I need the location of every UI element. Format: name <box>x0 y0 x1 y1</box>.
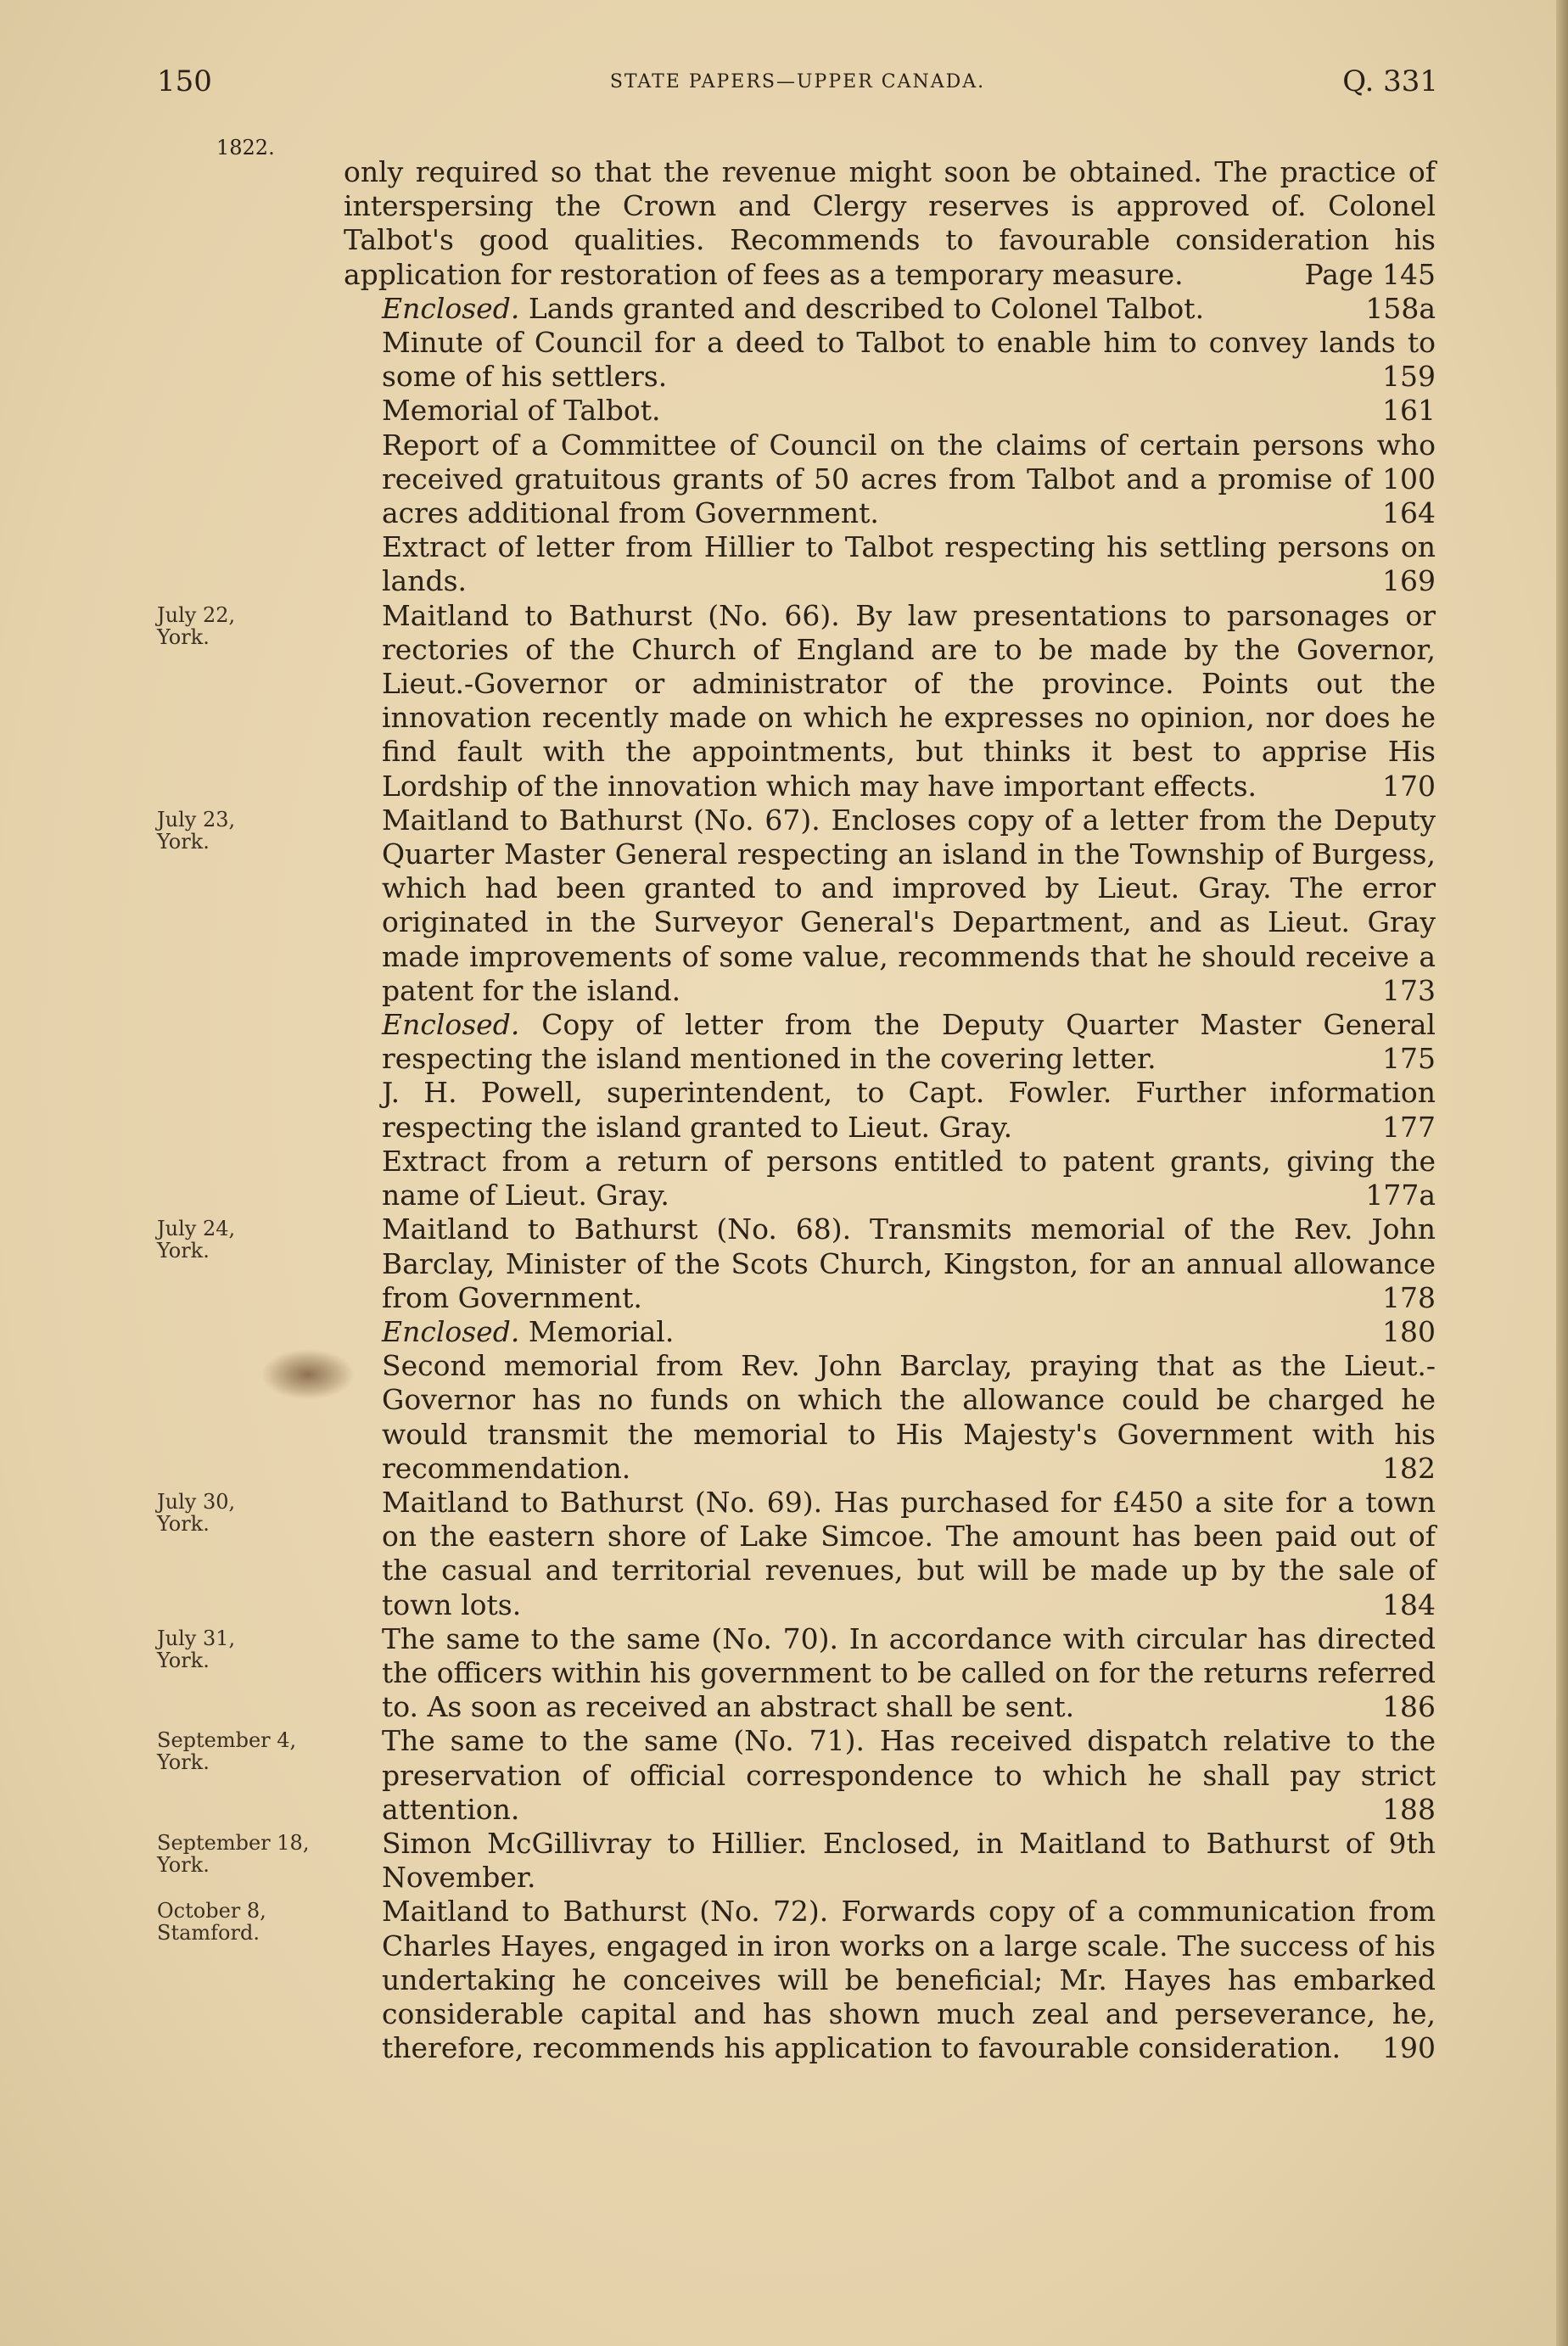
entry-summary: The same to the same (No. 71). Has received dispatch relative to the preservation of official correspondence to which he shall pay strict attention. <box>382 1724 1436 1826</box>
entry-summary: Extract from a return of persons entitled to patent grants, giving the name of Lieut. Gray. <box>382 1144 1436 1212</box>
entry-place: York. <box>157 1648 210 1672</box>
entry-summary: Second memorial from Rev. John Barclay, praying that as the Lieut.-Governor has no funds on which the allowance could be charged he would transmit the memorial to His Majesty's Government with his recommendation. <box>382 1349 1436 1485</box>
entry-place: York. <box>157 1511 210 1536</box>
running-head: STATE PAPERS—UPPER CANADA. <box>609 71 986 92</box>
calendar-entry <box>344 1145 1436 1212</box>
entry-date: September 18, <box>157 1830 310 1855</box>
ink-stain <box>261 1349 355 1400</box>
entry-summary: Lands granted and described to Colonel Talbot. <box>519 291 1205 325</box>
entry-date: July 24, <box>157 1217 236 1241</box>
entry-date: July 31, <box>157 1626 236 1650</box>
entry-summary: Maitland to Bathurst (No. 72). Forwards copy of a communication from Charles Hayes, engaged in iron works on a large scale. The success of his undertaking he conceives will be beneficial; Mr. Hayes has embarked considerable capital and has shown much zeal and perseverance, he, therefore, recommends his application to favourable consideration. <box>382 1895 1436 2065</box>
margin-date <box>157 1832 309 1876</box>
entry-text <box>344 394 1436 428</box>
entry-text <box>344 803 1436 1008</box>
calendar-entry <box>157 1724 1436 1827</box>
margin-date <box>157 604 235 648</box>
calendar-entry <box>344 1349 1436 1486</box>
entry-summary: Memorial of Talbot. <box>382 394 661 428</box>
entry-summary: Minute of Council for a deed to Talbot to enable him to convey lands to some of his settlers. <box>382 326 1436 394</box>
entry-summary: Simon McGillivray to Hillier. Enclosed, in Maitland to Bathurst of 9th November. <box>382 1826 1436 1895</box>
entry-text <box>344 326 1436 394</box>
entry-text <box>344 1895 1436 2065</box>
entry-text <box>344 1145 1436 1212</box>
calendar-entry <box>344 1008 1436 1076</box>
enclosed-label: Enclosed. <box>382 1008 520 1042</box>
page-reference: 186 <box>1382 1690 1436 1724</box>
entry-date: July 23, <box>157 807 236 831</box>
margin-date <box>157 1218 235 1262</box>
entry-summary: J. H. Powell, superintendent, to Capt. Fowler. Further information respecting the island granted to Lieut. Gray. <box>382 1076 1436 1144</box>
calendar-entries <box>157 155 1436 2065</box>
entry-place: York. <box>157 1750 210 1775</box>
page-reference: 188 <box>1382 1792 1436 1826</box>
calendar-entry <box>344 1076 1436 1144</box>
page-edge <box>1556 0 1568 2346</box>
page-reference: 169 <box>1382 564 1436 598</box>
calendar-entry <box>157 1826 1436 1895</box>
page-reference: 161 <box>1382 394 1436 428</box>
page-reference: 180 <box>1382 1314 1436 1348</box>
calendar-entry <box>344 428 1436 531</box>
entry-date: October 8, <box>157 1899 266 1923</box>
entry-text <box>344 1486 1436 1622</box>
entry-summary: Extract of letter from Hillier to Talbot respecting his settling persons on lands. <box>382 530 1436 598</box>
calendar-entry <box>344 530 1436 598</box>
entry-date: July 30, <box>157 1489 236 1514</box>
page-reference: 175 <box>1382 1042 1436 1076</box>
entry-place: York. <box>157 1239 210 1263</box>
entry-summary: Memorial. <box>519 1314 675 1348</box>
entry-place: Stamford. <box>157 1921 260 1946</box>
margin-date <box>157 809 235 853</box>
entry-date: July 22, <box>157 602 236 627</box>
entry-text <box>344 155 1436 292</box>
entry-summary: Maitland to Bathurst (No. 69). Has purchased for £450 a site for a town on the eastern shore of Lake Simcoe. The amount has been paid out of the casual and territorial revenues, but will be made up by the sale of town lots. <box>382 1485 1436 1621</box>
calendar-entry <box>344 326 1436 394</box>
entry-text <box>344 1076 1436 1144</box>
entry-place: York. <box>157 624 210 649</box>
calendar-entry <box>157 1895 1436 2065</box>
entry-date: September 4, <box>157 1728 297 1753</box>
calendar-entry <box>157 1212 1436 1315</box>
entry-summary: Maitland to Bathurst (No. 68). Transmits memorial of the Rev. John Barclay, Minister of the Scots Church, Kingston, for an annual allowance from Government. <box>382 1212 1436 1314</box>
page-number: 150 <box>157 64 212 98</box>
margin-date <box>157 1491 235 1535</box>
volume-reference: Q. 331 <box>1342 64 1438 98</box>
page-reference: Page 145 <box>1304 257 1436 291</box>
entry-text <box>344 1212 1436 1315</box>
calendar-entry <box>157 1485 1436 1622</box>
calendar-entry <box>344 155 1436 292</box>
calendar-entry <box>344 292 1436 326</box>
enclosed-label: Enclosed. <box>382 291 520 325</box>
page-reference: 159 <box>1382 360 1436 394</box>
entry-summary: The same to the same (No. 70). In accordance with circular has directed the officers within his government to be called on for the returns referred to. As soon as received an abstract shall be sent. <box>382 1621 1436 1724</box>
entry-summary: Maitland to Bathurst (No. 66). By law presentations to parsonages or rectories of the Church of England are to be made by the Governor, Lieut.-Governor or administrator of the province. Points out the innovation recently made on which he expresses no opinion, nor does he find fault with the appointments, but thinks it best to apprise His Lordship of the innovation which may have important effects. <box>382 598 1436 803</box>
margin-date <box>157 1900 266 1944</box>
page-reference: 190 <box>1382 2031 1436 2065</box>
calendar-entry <box>344 1315 1436 1349</box>
calendar-entry <box>157 803 1436 1008</box>
page-reference: 158a <box>1365 291 1436 325</box>
entry-summary: only required so that the revenue might soon be obtained. The practice of interspersing the Crown and Clergy reserves is approved of. Colonel Talbot's good qualities. Recommends to favourable consideration his application for restoration of fees as a temporary measure. <box>344 155 1436 291</box>
page-reference: 173 <box>1382 973 1436 1007</box>
page-reference: 184 <box>1382 1587 1436 1621</box>
entry-text <box>344 1349 1436 1486</box>
page-reference: 170 <box>1382 769 1436 803</box>
page-reference: 177a <box>1365 1179 1436 1212</box>
calendar-entry <box>344 394 1436 428</box>
page-reference: 164 <box>1382 496 1436 530</box>
entry-text <box>344 530 1436 598</box>
margin-date <box>157 1627 235 1671</box>
entry-text <box>344 599 1436 803</box>
year-marker: 1822. <box>216 136 275 160</box>
page-reference: 178 <box>1382 1280 1436 1314</box>
entry-text <box>344 1008 1436 1076</box>
margin-date <box>157 1729 296 1773</box>
calendar-entry <box>157 598 1436 803</box>
page-header <box>157 64 1438 107</box>
entry-summary: Report of a Committee of Council on the claims of certain persons who received gratuitous grants of 50 acres from Talbot and a promise of 100 acres additional from Government. <box>382 428 1436 530</box>
entry-text <box>344 428 1436 531</box>
enclosed-label: Enclosed. <box>382 1314 520 1348</box>
entry-text <box>344 292 1436 326</box>
page-reference: 182 <box>1382 1451 1436 1485</box>
calendar-entry <box>157 1621 1436 1725</box>
entry-place: York. <box>157 1852 210 1877</box>
entry-text <box>344 1724 1436 1827</box>
entry-place: York. <box>157 829 210 854</box>
entry-summary: Copy of letter from the Deputy Quarter Master General respecting the island mentioned in the covering letter. <box>382 1008 1436 1076</box>
entry-text <box>344 1315 1436 1349</box>
page-reference: 177 <box>1382 1110 1436 1144</box>
entry-text <box>344 1622 1436 1725</box>
entry-text <box>344 1827 1436 1895</box>
entry-summary: Maitland to Bathurst (No. 67). Encloses copy of a letter from the Deputy Quarter Master General respecting an island in the Township of Burgess, which had been granted to and improved by Lieut. Gray. The error originated in the Surveyor General's Department, and as Lieut. Gray made improvements of some value, recommends that he should receive a patent for the island. <box>382 803 1436 1007</box>
